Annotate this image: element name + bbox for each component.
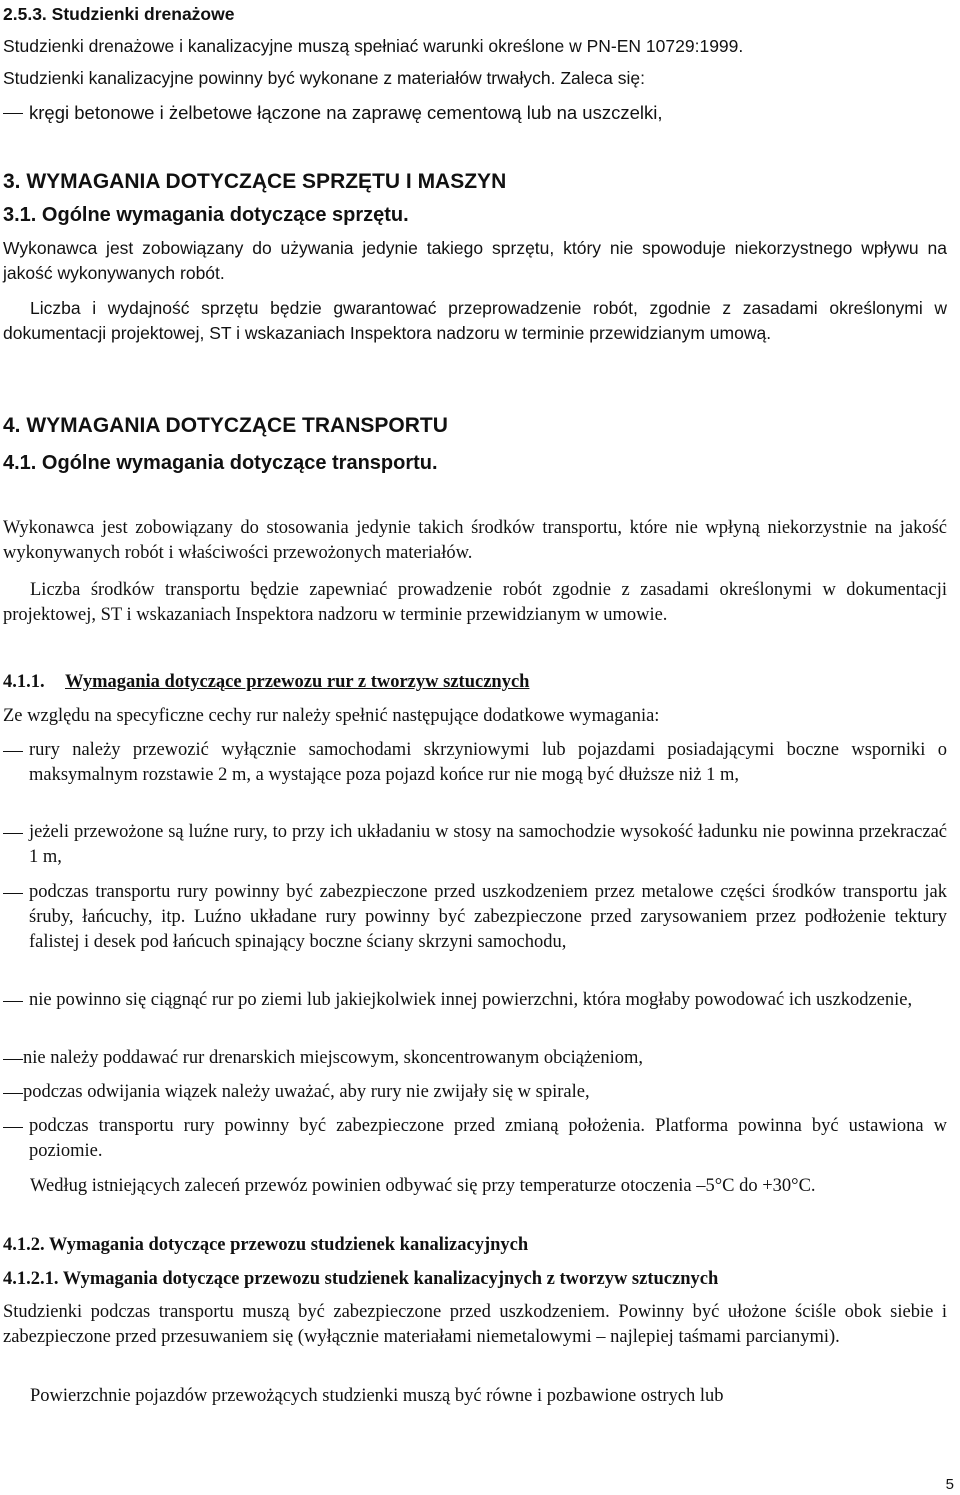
list-item-text: podczas odwijania wiązek należy uważać, aby rury nie zwijały się w spirale,	[23, 1082, 590, 1102]
list-item-text: kręgi betonowe i żelbetowe łączone na zaprawę cementową lub na uszczelki,	[29, 102, 663, 123]
section-heading-4: 4. WYMAGANIA DOTYCZĄCE TRANSPORTU	[3, 414, 448, 437]
list-item	[3, 1114, 947, 1164]
page-number: 5	[945, 1476, 954, 1493]
paragraph: Liczba środków transportu będzie zapewniać prowadzenie robót zgodnie z zasadami określonymi w dokumentacji projektowej, ST i wskazaniach Inspektora nadzoru w terminie przewidzianym w umowie.	[3, 580, 947, 625]
subsection-heading-4-1-2: 4.1.2. Wymagania dotyczące przewozu studzienek kanalizacyjnych	[3, 1235, 529, 1255]
list-item-text: jeżeli przewożone są luźne rury, to przy ich układaniu w stosy na samochodzie wysokość ładunku nie powinna przekraczać 1 m,	[29, 822, 947, 867]
paragraph: Ze względu na specyficzne cechy rur należy spełnić następujące dodatkowe wymagania:	[3, 706, 660, 726]
paragraph: Studzienki drenażowe i kanalizacyjne muszą spełniać warunki określone w PN-EN 10729:1999.	[3, 36, 744, 56]
heading-title: Wymagania dotyczące przewozu rur z tworzyw sztucznych	[65, 672, 530, 692]
list-item-text: podczas transportu rury powinny być zabezpieczone przed uszkodzeniem przez metalowe części środków transportu jak śruby, łańcuchy, itp. Luźno układane rury powinny być zabezpieczone przed zarysowaniem przez podłożenie tektury falistej i desek pod łańcuch spinający boczne ściany skrzyni samochodu,	[29, 882, 947, 952]
list-item	[3, 1080, 947, 1105]
paragraph: Studzienki kanalizacyjne powinny być wykonane z materiałów trwałych. Zaleca się:	[3, 68, 645, 88]
section-heading-2-5-3: 2.5.3. Studzienki drenażowe	[3, 4, 235, 24]
paragraph: Liczba i wydajność sprzętu będzie gwarantować przeprowadzenie robót, zgodnie z zasadami określonymi w dokumentacji projektowej, ST i wskazaniach Inspektora nadzoru w terminie przewidzianym umową.	[3, 298, 947, 343]
list-item	[3, 880, 947, 955]
list-item	[3, 988, 947, 1013]
list-item-text: nie należy poddawać rur drenarskich miejscowym, skoncentrowanym obciążeniom,	[23, 1048, 644, 1068]
heading-number: 4.1.1.	[3, 672, 45, 692]
list-item-text: podczas transportu rury powinny być zabezpieczone przed zmianą położenia. Platforma powinna być ustawiona w poziomie.	[29, 1116, 947, 1161]
list-item	[3, 738, 947, 788]
section-heading-3: 3. WYMAGANIA DOTYCZĄCE SPRZĘTU I MASZYN	[3, 170, 507, 193]
list-item-text: rury należy przewozić wyłącznie samochodami skrzyniowymi lub pojazdami posiadającymi boczne wsporniki o maksymalnym rozstawie 2 m, a wystające poza pojazd końce rur nie mogą być dłuższe niż 1 m,	[29, 740, 947, 785]
paragraph: Wykonawca jest zobowiązany do używania jedynie takiego sprzętu, który nie spowoduje niekorzystnego wpływu na jakość wykonywanych robót.	[3, 238, 947, 283]
paragraph: Według istniejących zaleceń przewóz powinien odbywać się przy temperaturze otoczenia –5°C do +30°C.	[30, 1176, 816, 1196]
subsection-heading-3-1: 3.1. Ogólne wymagania dotyczące sprzętu.	[3, 204, 409, 226]
list-item	[3, 820, 947, 870]
subsection-heading-4-1: 4.1. Ogólne wymagania dotyczące transportu.	[3, 452, 438, 474]
list-item	[3, 1046, 947, 1071]
subsection-heading-4-1-2-1: 4.1.2.1. Wymagania dotyczące przewozu studzienek kanalizacyjnych z tworzyw sztucznych	[3, 1269, 719, 1289]
subsection-heading-4-1-1	[3, 670, 947, 695]
list-item	[3, 100, 947, 125]
paragraph: Wykonawca jest zobowiązany do stosowania jedynie takich środków transportu, które nie wpłyną niekorzystnie na jakość wykonywanych robót i właściwości przewożonych materiałów.	[3, 518, 947, 563]
list-item-text: nie powinno się ciągnąć rur po ziemi lub jakiejkolwiek innej powierzchni, która mogłaby powodować ich uszkodzenie,	[29, 990, 913, 1010]
paragraph: Studzienki podczas transportu muszą być zabezpieczone przed uszkodzeniem. Powinny być ułożone ściśle obok siebie i zabezpieczone przed przesuwaniem się (wyłącznie materiałami niemetalowymi – najlepiej taśmami parcianymi).	[3, 1302, 947, 1347]
paragraph: Powierzchnie pojazdów przewożących studzienki muszą być równe i pozbawione ostrych lub	[30, 1386, 724, 1406]
